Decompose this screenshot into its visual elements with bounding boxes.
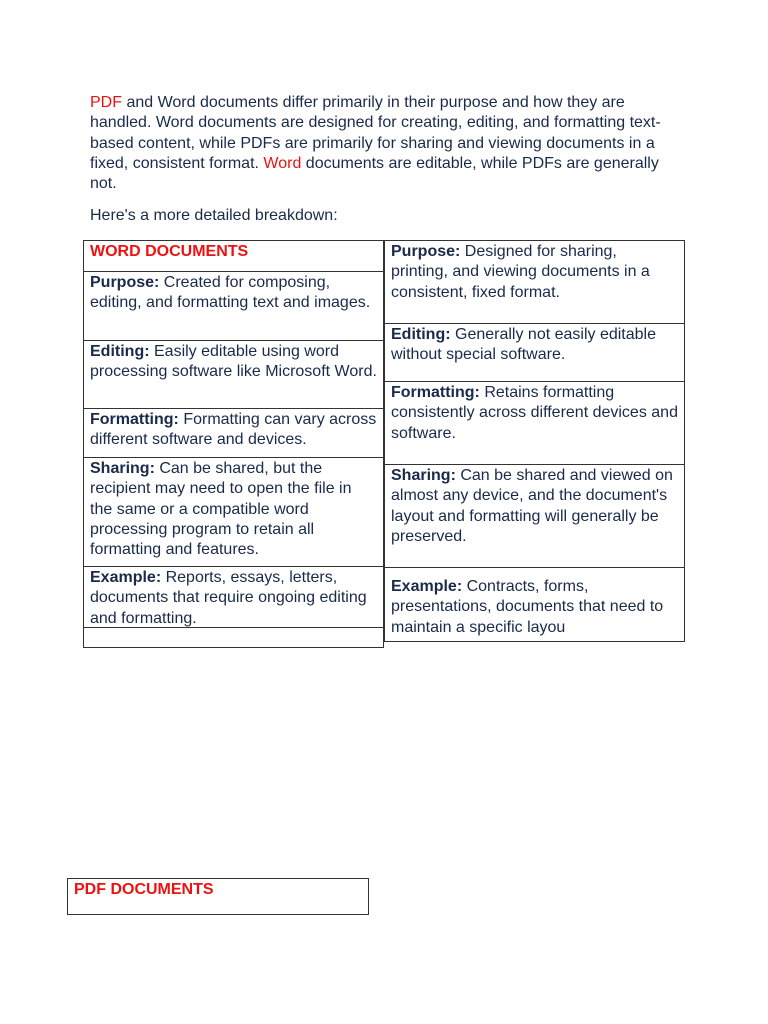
pdf-row-sharing [385, 464, 684, 567]
word-row-empty [84, 627, 383, 647]
word-row-purpose [84, 271, 383, 340]
intro-text-2: documents are editable, while PDFs are generally not. [90, 154, 659, 193]
word-row-label: Sharing: [90, 460, 155, 477]
word-row-text: Formatting can vary across different software and devices. [90, 411, 377, 449]
pdf-row-label: Purpose: [391, 243, 461, 260]
pdf-row-text: Retains formatting consistently across different devices and software. [391, 384, 678, 442]
word-row-text: Easily editable using word processing software like Microsoft Word. [90, 343, 377, 381]
word-row-label: Purpose: [90, 274, 160, 291]
pdf-documents-table [384, 240, 685, 642]
intro-word-highlight: Word [263, 154, 302, 172]
pdf-row-formatting [385, 381, 684, 464]
word-row-text: Reports, essays, letters, documents that require ongoing editing and formatting. [90, 569, 367, 627]
word-row-label: Example: [90, 569, 162, 586]
pdf-row-text: Designed for sharing, printing, and viewing documents in a consistent, fixed format. [391, 243, 650, 301]
word-row-editing [84, 340, 383, 408]
pdf-documents-header: PDF DOCUMENTS [74, 881, 214, 898]
pdf-row-text: Generally not easily editable without special software. [391, 326, 656, 364]
intro-text-1: and Word documents differ primarily in their purpose and how they are handled. Word documents are designed for creating, editing, and formatting text-based content, while PDFs are primarily for sharing and viewing documents in a fixed, consistent format. [90, 94, 661, 172]
word-row-text: Can be shared, but the recipient may need to open the file in the same or a compatible word processing program to retain all formatting and features. [90, 460, 352, 559]
word-row-example [84, 566, 383, 627]
pdf-row-text: Can be shared and viewed on almost any device, and the document's layout and formatting will generally be preserved. [391, 467, 673, 545]
word-row-sharing [84, 457, 383, 566]
pdf-row-purpose [385, 241, 684, 323]
word-row-label: Formatting: [90, 411, 179, 428]
word-row-text: Created for composing, editing, and formatting text and images. [90, 274, 371, 312]
pdf-row-label: Editing: [391, 326, 451, 343]
breakdown-lead-in: Here's a more detailed breakdown: [90, 207, 338, 224]
pdf-documents-header-box [67, 878, 369, 915]
word-table-header: WORD DOCUMENTS [90, 243, 249, 260]
pdf-row-editing [385, 323, 684, 381]
word-row-formatting [84, 408, 383, 457]
pdf-row-text: Contracts, forms, presentations, documents that need to maintain a specific layou [391, 578, 664, 636]
intro-paragraph [90, 93, 680, 194]
word-documents-table [83, 240, 384, 648]
pdf-row-label: Sharing: [391, 467, 456, 484]
pdf-row-label: Formatting: [391, 384, 480, 401]
intro-pdf-highlight: PDF [90, 94, 122, 111]
pdf-row-example [385, 567, 684, 641]
word-row-label: Editing: [90, 343, 150, 360]
pdf-row-label: Example: [391, 578, 463, 595]
